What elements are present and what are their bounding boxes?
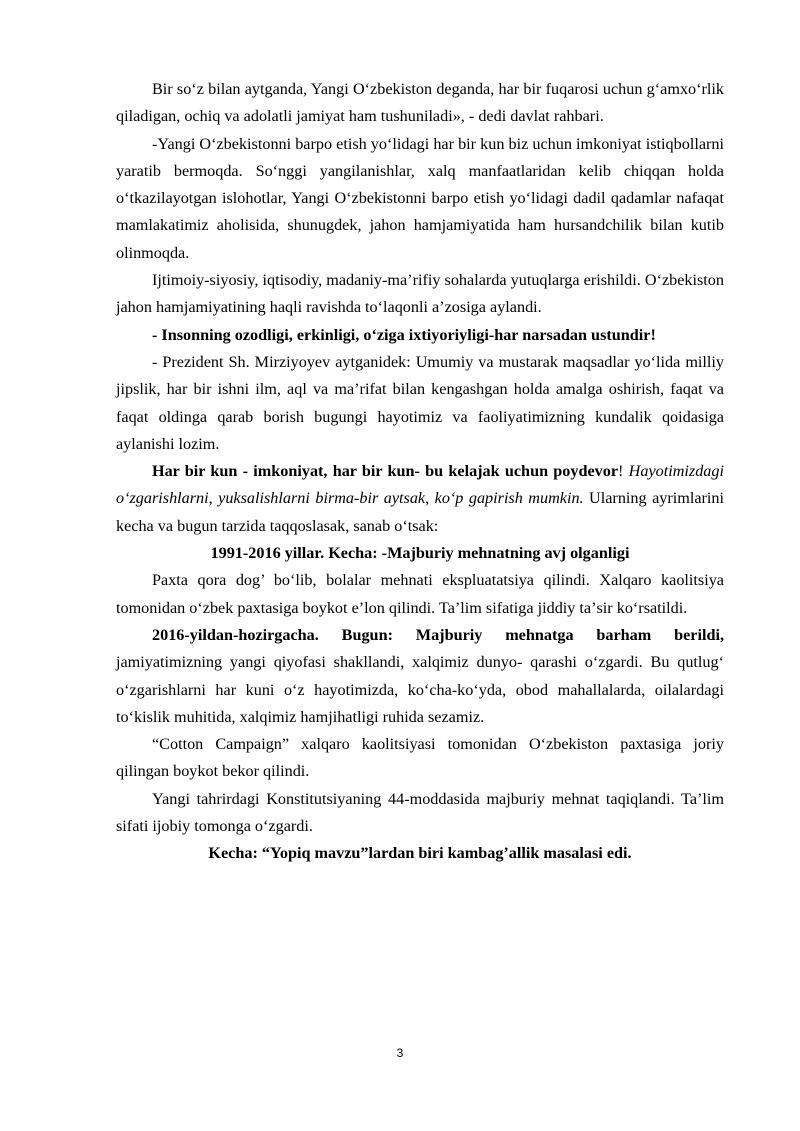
heading-1991-2016 xyxy=(116,540,724,567)
paragraph-9-rest: jamiyatimizning yangi qiyofasi shakllandi, xalqimiz dunyo- qarashi oʻzgardi. Bu qutlugʻ oʻzgarishlarni har kuni oʻz hayotimizda, koʻcha-koʻyda, obod mahallalarda, oilalardagi toʻkislik muhitida, xalqimiz hamjihatligi ruhida sezamiz. xyxy=(116,653,724,726)
paragraph-6 xyxy=(116,458,724,540)
slogan-punctuation: ! xyxy=(618,462,629,481)
page-body xyxy=(116,76,724,868)
paragraph-6-rest: Ularning ayrimlarini kecha va bugun tarzida taqqoslasak, sanab oʻtsak: xyxy=(116,489,724,535)
paragraph-10: “Cotton Campaign” xalqaro kaolitsiyasi tomonidan Oʻzbekiston paxtasiga joriy qilingan boykot bekor qilindi. xyxy=(116,735,724,781)
paragraph-5: - Prezident Sh. Mirziyoyev aytganidek: Umumiy va mustarak maqsadlar yoʻlida milliy jipslik, har bir ishni ilm, aql va maʼrifat bilan kengashgan holda amalga oshirish, faqat va faqat oldinga qarab borish bugungi hayotimiz va faoliyatimizning kundalik qoidasiga aylanishi lozim. xyxy=(116,352,724,453)
page-number: 3 xyxy=(396,1046,404,1060)
paragraph-2: -Yangi Oʻzbekistonni barpo etish yoʻlidagi har bir kun biz uchun imkoniyat istiqbollarni yaratib bermoqda. Soʻnggi yangilanishlar, xalq manfaatlaridan kelib chiqqan holda oʻtkazilayotgan islohotlar, Yangi Oʻzbekistonni barpo etish yoʻlidagi dadil qadamlar nafaqat mamlakatimiz aholisida, shunugdek, jahon hamjamiyatida ham hursandchilik bilan kutib olinmoqda. xyxy=(116,134,724,262)
paragraph-9-lead-bold: 2016-yildan-hozirgacha. Bugun: Majburiy mehnatga barham berildi, xyxy=(152,625,724,644)
heading-kecha xyxy=(116,840,724,867)
slogan-bold: Har bir kun - imkoniyat, har bir kun- bu kelajak uchun poydevor xyxy=(152,462,619,481)
paragraph-9 xyxy=(116,622,724,731)
paragraph-4-bold-statement xyxy=(116,322,724,349)
paragraph-11: Yangi tahrirdagi Konstitutsiyaning 44-moddasida majburiy mehnat taqiqlandi. Taʼlim sifati ijobiy tomonga oʻzgardi. xyxy=(116,789,724,836)
heading-1991-2016-text: 1991-2016 yillar. Kecha: -Majburiy mehnatning avj olganligi xyxy=(210,544,630,563)
paragraph-3: Ijtimoiy-siyosiy, iqtisodiy, madaniy-maʼrifiy sohalarda yutuqlarga erishildi. Oʻzbekiston jahon hamjamiyatining haqli ravishda toʻlaqonli aʼzosiga aylandi. xyxy=(116,271,724,317)
italic-sentence: Hayotimizdagi oʻzgarishlarni, yuksalishlarni birma-bir aytsak, koʻp gapirish mumkin. xyxy=(116,462,724,508)
heading-kecha-text: Kecha: “Yopiq mavzu”lardan biri kambag’allik masalasi edi. xyxy=(208,844,632,863)
paragraph-8: Paxta qora dog’ boʻlib, bolalar mehnati ekspluatatsiya qilindi. Xalqaro kaolitsiya tomonidan oʻzbek paxtasiga boykot eʼlon qilindi. Taʼlim sifatiga jiddiy taʼsir koʻrsatildi. xyxy=(116,571,724,617)
bold-statement: - Insonning ozodligi, erkinligi, oʻziga ixtiyoriyligi-har narsadan ustundir! xyxy=(152,325,656,344)
paragraph-1: Bir soʻz bilan aytganda, Yangi Oʻzbekiston deganda, har bir fuqarosi uchun gʻamxoʻrlik qiladigan, ochiq va adolatli jamiyat ham tushuniladi», - dedi davlat rahbari. xyxy=(116,80,724,126)
